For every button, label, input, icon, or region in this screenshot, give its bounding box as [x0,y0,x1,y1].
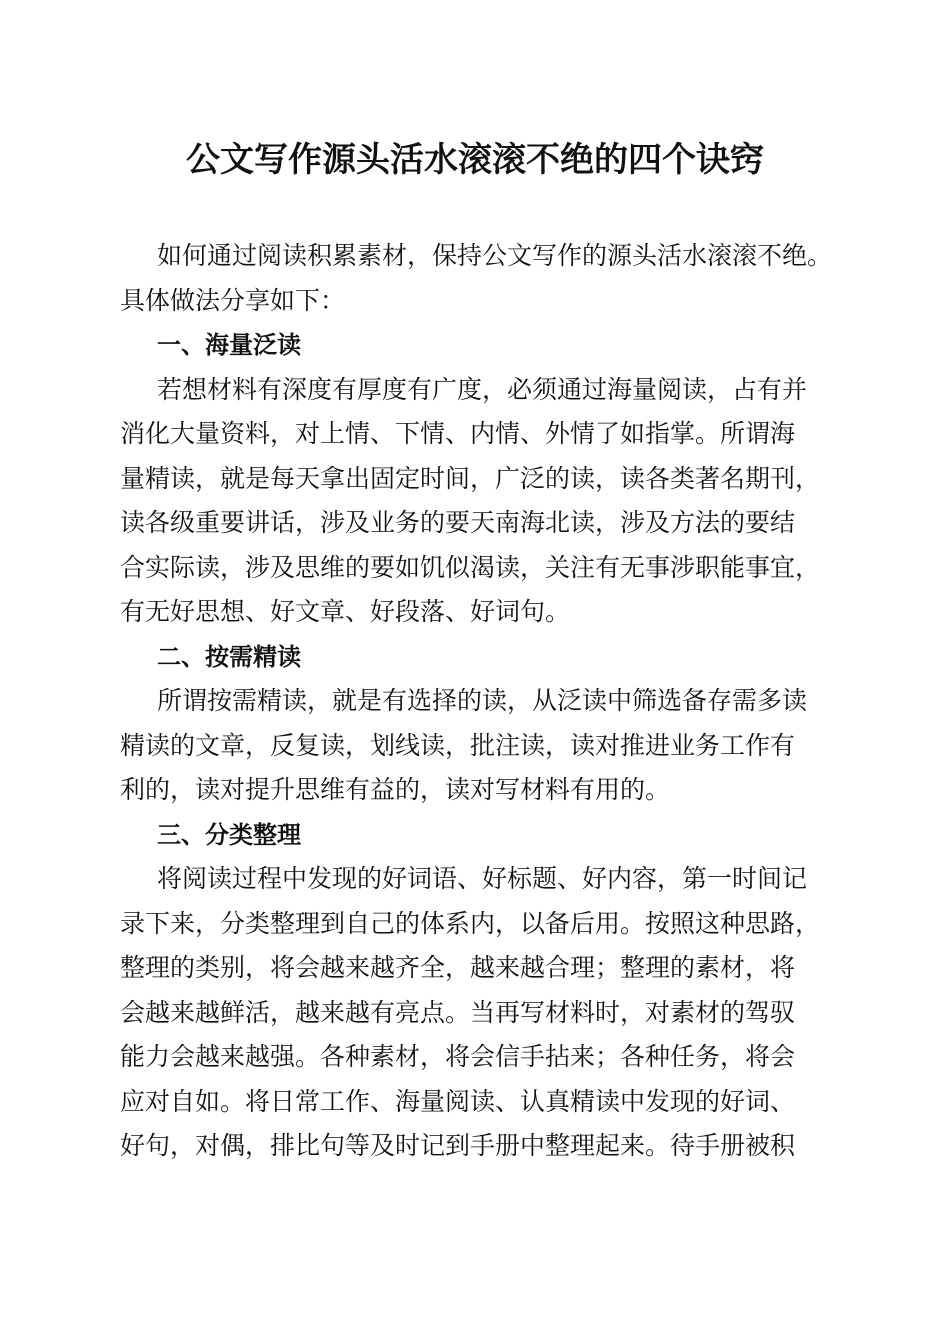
paragraph-line: 应对自如。将日常工作、海量阅读、认真精读中发现的好词、 [120,1086,796,1116]
paragraph-line: 合实际读，涉及思维的要如饥似渴读，关注有无事涉职能事宜， [120,552,821,582]
paragraph-line: 会越来越鲜活，越来越有亮点。当再写材料时，对素材的驾驭 [120,997,796,1027]
section-heading: 一、海量泛读 [157,331,301,359]
paragraph-line: 好句，对偶，排比句等及时记到手册中整理起来。待手册被积 [120,1131,796,1160]
paragraph-line: 有无好思想、好文章、好段落、好词句。 [120,597,571,626]
paragraph-line: 读各级重要讲话，涉及业务的要天南海北读，涉及方法的要结 [120,508,796,537]
paragraph-line: 精读的文章，反复读，划线读，批注读，读对推进业务工作有 [120,730,796,760]
paragraph-line: 若想材料有深度有厚度有广度，必须通过海量阅读，占有并 [157,374,808,404]
paragraph-line: 量精读，就是每天拿出固定时间，广泛的读，读各类著名期刊， [120,463,821,493]
paragraph-line: 如何通过阅读积累素材，保持公文写作的源头活水滚滚不绝。 [157,241,833,270]
paragraph-line: 具体做法分享如下： [120,285,346,315]
document-body [120,234,835,1169]
section-heading: 三、分类整理 [157,820,301,849]
paragraph-line: 录下来，分类整理到自己的体系内，以备后用。按照这种思路， [120,908,821,938]
paragraph-line: 所谓按需精读，就是有选择的读，从泛读中筛选备存需多读 [157,686,808,715]
paragraph-line: 能力会越来越强。各种素材，将会信手拈来；各种任务，将会 [120,1042,796,1071]
document-title: 公文写作源头活水滚滚不绝的四个诀窍 [186,140,764,180]
paragraph-line: 消化大量资料，对上情、下情、内情、外情了如指掌。所谓海 [120,419,796,448]
section-heading: 二、按需精读 [157,642,301,671]
paragraph-line: 将阅读过程中发现的好词语、好标题、好内容，第一时间记 [157,864,808,893]
paragraph-line: 整理的类别，将会越来越齐全，越来越合理；整理的素材，将 [120,953,796,982]
paragraph-line: 利的，读对提升思维有益的，读对写材料有用的。 [120,775,671,804]
